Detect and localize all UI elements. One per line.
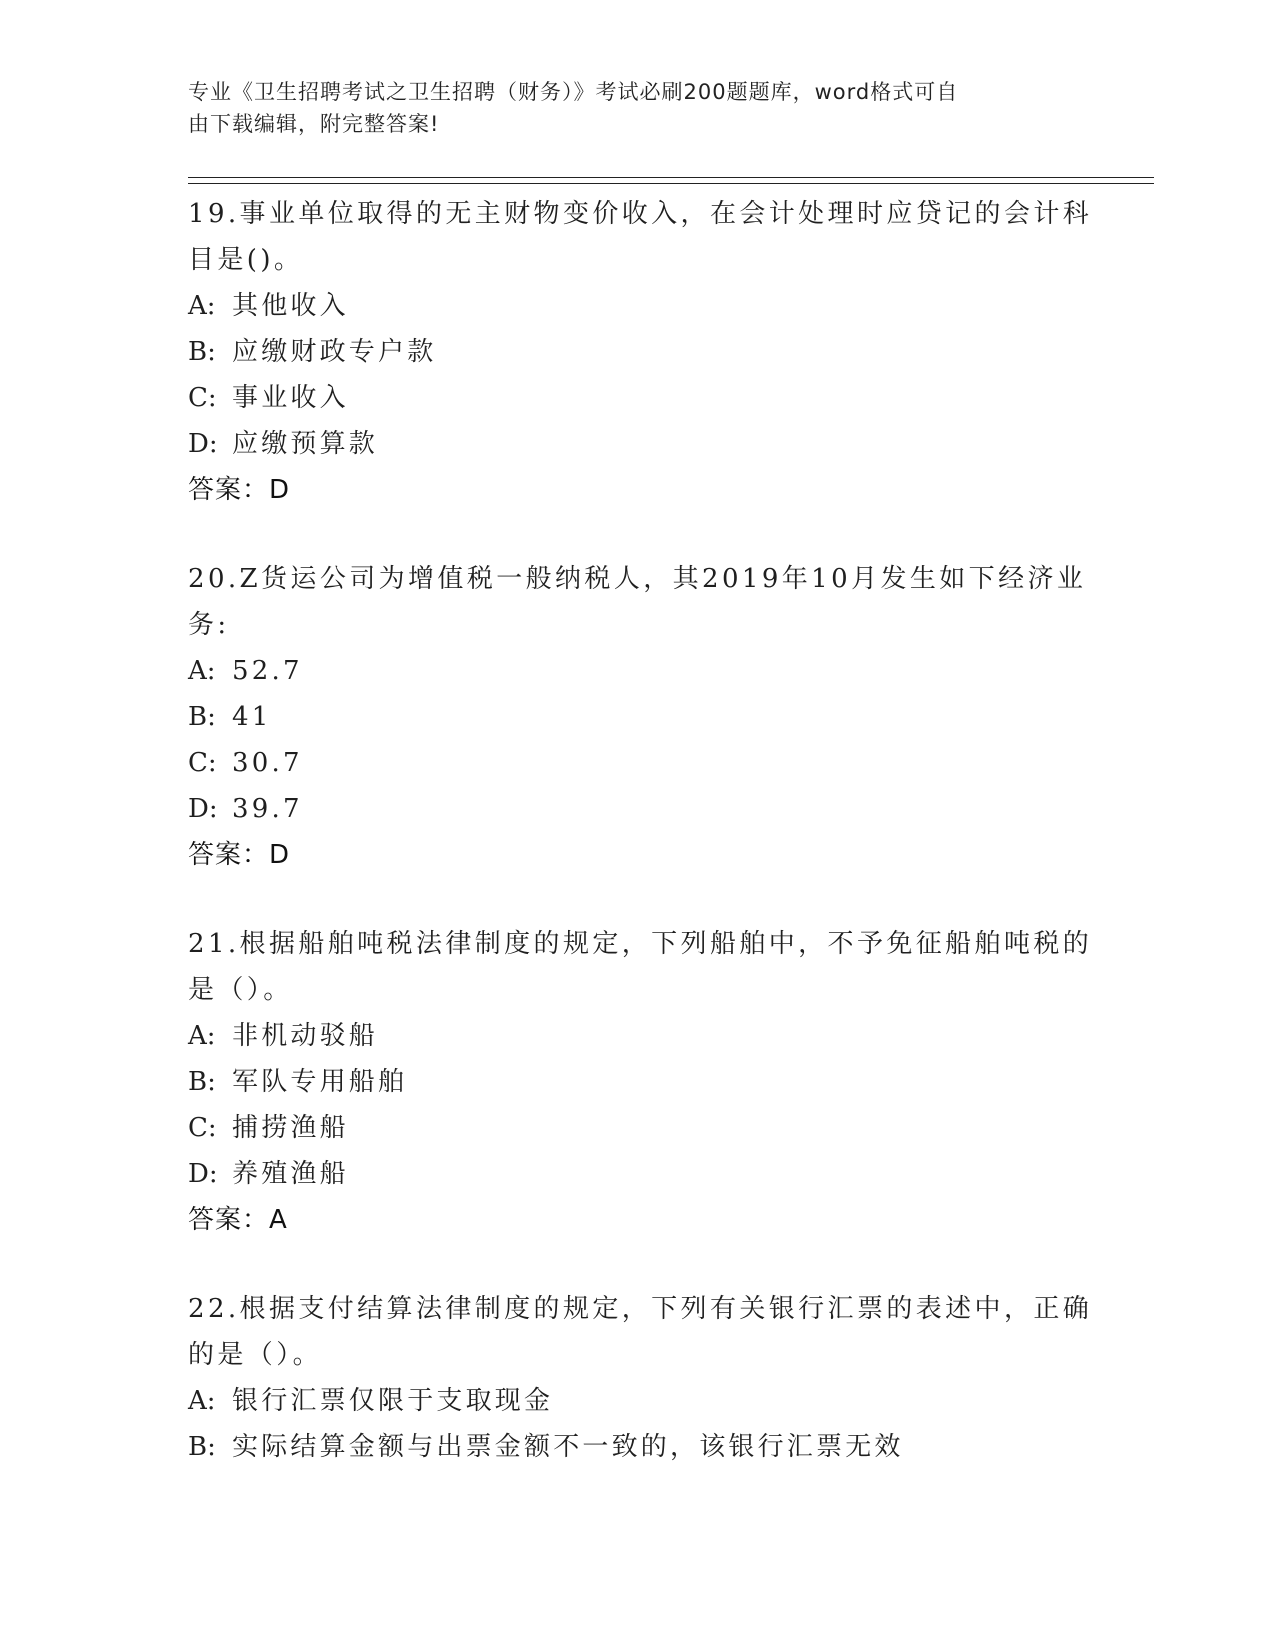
option-text: 41 xyxy=(232,702,272,732)
question-20 xyxy=(188,556,1088,878)
stem-line: 21.根据船舶吨税法律制度的规定，下列船舶中，不予免征船舶吨税的 xyxy=(188,929,1093,959)
question-stem xyxy=(188,1286,1093,1378)
answer-line: 答案：A xyxy=(188,1205,288,1235)
option-key: A: xyxy=(188,1386,216,1416)
option-key: C: xyxy=(188,383,217,413)
stem-line: 务: xyxy=(188,610,230,640)
question-21 xyxy=(188,921,1093,1243)
option-text: 52.7 xyxy=(232,656,303,686)
stem-line: 22.根据支付结算法律制度的规定，下列有关银行汇票的表述中，正确 xyxy=(188,1294,1093,1324)
option-b xyxy=(188,1424,1088,1470)
header-line-1: 专业《卫生招聘考试之卫生招聘（财务）》考试必刷200题题库，word格式可自 xyxy=(188,80,959,104)
option-key: A: xyxy=(188,656,216,686)
option-text: 捕捞渔船 xyxy=(232,1113,349,1143)
option-d xyxy=(188,421,1088,467)
document-header xyxy=(188,76,1068,140)
option-text: 实际结算金额与出票金额不一致的，该银行汇票无效 xyxy=(232,1432,904,1462)
option-key: B: xyxy=(188,702,216,732)
option-d xyxy=(188,786,1088,832)
option-key: C: xyxy=(188,1113,217,1143)
option-text: 30.7 xyxy=(232,748,303,778)
option-text: 银行汇票仅限于支取现金 xyxy=(232,1386,554,1416)
option-c xyxy=(188,740,1088,786)
option-a xyxy=(188,1378,1088,1424)
question-stem xyxy=(188,921,1093,1013)
option-text: 应缴预算款 xyxy=(232,429,379,459)
question-stem xyxy=(188,556,1088,648)
stem-line: 目是()。 xyxy=(188,245,304,275)
stem-line: 20.Z货运公司为增值税一般纳税人，其2019年10月发生如下经济业 xyxy=(188,564,1087,594)
stem-line: 的是（）。 xyxy=(188,1340,323,1370)
option-key: B: xyxy=(188,337,216,367)
option-key: A: xyxy=(188,1021,216,1051)
answer-line: 答案：D xyxy=(188,475,291,505)
option-text: 军队专用船舶 xyxy=(232,1067,408,1097)
option-b xyxy=(188,329,1088,375)
option-text: 其他收入 xyxy=(232,291,349,321)
option-text: 非机动驳船 xyxy=(232,1021,379,1051)
answer-line: 答案：D xyxy=(188,840,291,870)
header-divider-bottom xyxy=(188,183,1154,184)
option-key: D: xyxy=(188,429,218,459)
option-key: D: xyxy=(188,794,218,824)
header-divider-top xyxy=(188,177,1154,178)
option-text: 事业收入 xyxy=(232,383,349,413)
option-key: B: xyxy=(188,1067,216,1097)
option-b xyxy=(188,694,1088,740)
option-text: 39.7 xyxy=(232,794,303,824)
option-a xyxy=(188,648,1088,694)
option-key: C: xyxy=(188,748,217,778)
stem-line: 是（）。 xyxy=(188,975,293,1005)
option-a xyxy=(188,1013,1088,1059)
header-line-2: 由下载编辑，附完整答案! xyxy=(188,112,440,136)
option-key: B: xyxy=(188,1432,216,1462)
option-c xyxy=(188,1105,1088,1151)
option-a xyxy=(188,283,1088,329)
question-stem xyxy=(188,191,1093,283)
question-19 xyxy=(188,191,1093,513)
option-key: D: xyxy=(188,1159,218,1189)
option-key: A: xyxy=(188,291,216,321)
option-d xyxy=(188,1151,1088,1197)
option-b xyxy=(188,1059,1088,1105)
option-text: 应缴财政专户款 xyxy=(232,337,437,367)
question-22 xyxy=(188,1286,1093,1470)
option-c xyxy=(188,375,1088,421)
stem-line: 19.事业单位取得的无主财物变价收入，在会计处理时应贷记的会计科 xyxy=(188,199,1093,229)
option-text: 养殖渔船 xyxy=(232,1159,349,1189)
